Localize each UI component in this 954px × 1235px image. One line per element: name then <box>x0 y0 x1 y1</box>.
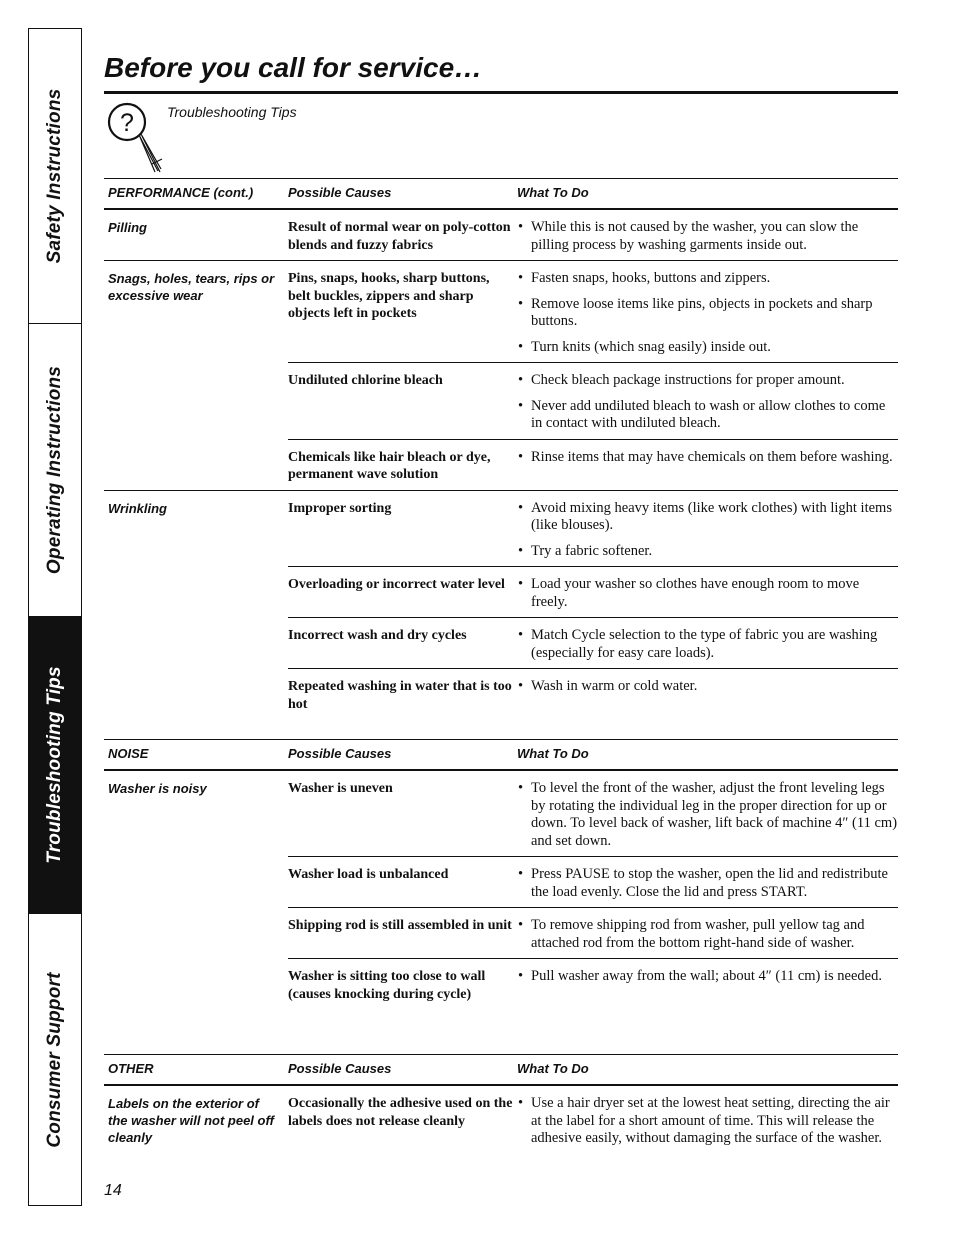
cause-text: Overloading or incorrect water level <box>288 577 505 592</box>
todo-item: • To level the front of the washer, adjust the front leveling legs by rotating the individual leg in the proper direction for up or down. To level back of washer, lift back of machine 4″ (11 cm) and set down. <box>517 780 898 850</box>
cause-row <box>288 1086 898 1154</box>
section-noise <box>104 739 898 1009</box>
tab-safety-instructions[interactable] <box>29 29 81 323</box>
problem-label: Washer is noisy <box>108 781 207 796</box>
todo-item: • Avoid mixing heavy items (like work clothes) with light items (like blouses). <box>517 500 898 535</box>
todo-item: • Rinse items that may have chemicals on them before washing. <box>517 449 898 467</box>
tab-operating-instructions[interactable] <box>29 323 81 616</box>
tab-label: Safety Instructions <box>44 88 65 264</box>
tab-troubleshooting-tips[interactable] <box>29 616 81 913</box>
todo-item: • Never add undiluted bleach to wash or allow clothes to come in contact with undiluted bleach. <box>517 398 898 433</box>
problem-label: Labels on the exterior of the washer will not peel off cleanly <box>108 1096 274 1145</box>
cause-text: Result of normal wear on poly-cotton blends and fuzzy fabrics <box>288 220 511 253</box>
section-other <box>104 1054 898 1154</box>
cause-row <box>288 261 898 362</box>
cause-text: Shipping rod is still assembled in unit <box>288 918 512 933</box>
todo-item: • Turn knits (which snag easily) inside out. <box>517 339 898 357</box>
column-header-causes: Possible Causes <box>288 185 392 200</box>
tab-label: Operating Instructions <box>44 365 65 575</box>
cause-row <box>288 907 898 958</box>
problem-labels <box>104 1086 898 1154</box>
todo-item: • Press PAUSE to stop the washer, open the lid and redistribute the load evenly. Close the lid and press START. <box>517 866 898 901</box>
todo-item: • Match Cycle selection to the type of fabric you are washing (especially for easy care loads). <box>517 627 898 662</box>
page-number: 14 <box>104 1182 122 1199</box>
section-header <box>104 178 898 210</box>
todo-item: • While this is not caused by the washer, you can slow the pilling process by washing garments inside out. <box>517 219 898 254</box>
cause-row <box>288 566 898 617</box>
cause-text: Repeated washing in water that is too hot <box>288 679 512 712</box>
section-subtitle: Troubleshooting Tips <box>167 104 297 120</box>
cause-row <box>288 958 898 1009</box>
todo-item: • Load your washer so clothes have enough room to move freely. <box>517 576 898 611</box>
cause-text: Washer is sitting too close to wall (causes knocking during cycle) <box>288 969 486 1002</box>
cause-row <box>288 856 898 907</box>
cause-text: Pins, snaps, hooks, sharp buttons, belt buckles, zippers and sharp objects left in pockets <box>288 271 490 321</box>
cause-text: Improper sorting <box>288 500 392 516</box>
cause-text: Occasionally the adhesive used on the labels does not release cleanly <box>288 1096 513 1129</box>
todo-item: • Try a fabric softener. <box>517 543 898 561</box>
todo-item: • Wash in warm or cold water. <box>517 678 898 696</box>
column-header-causes: Possible Causes <box>288 1061 392 1076</box>
problem-label: Wrinkling <box>108 500 167 516</box>
cause-row <box>288 668 898 719</box>
tab-label: Troubleshooting Tips <box>44 666 65 864</box>
tab-label: Consumer Support <box>44 971 65 1148</box>
question-mark-magnifier-icon <box>106 101 166 177</box>
cause-row <box>288 617 898 668</box>
cause-row <box>288 362 898 439</box>
problem-wrinkling <box>104 491 898 720</box>
section-heading: OTHER <box>108 1061 154 1076</box>
section-performance <box>104 178 898 719</box>
column-header-todo: What To Do <box>517 185 589 200</box>
todo-item: • Pull washer away from the wall; about 4″ (11 cm) is needed. <box>517 968 898 986</box>
cause-text: Washer is uneven <box>288 781 393 796</box>
todo-item: • Fasten snaps, hooks, buttons and zippers. <box>517 270 898 288</box>
cause-row <box>288 491 898 567</box>
cause-row <box>288 210 898 260</box>
problem-washer-noisy <box>104 771 898 1009</box>
todo-item: • Use a hair dryer set at the lowest heat setting, directing the air at the label for a short amount of time. This will release the adhesive easily, without damaging the surface of the washer. <box>517 1095 898 1148</box>
title-divider <box>104 91 898 94</box>
cause-text: Incorrect wash and dry cycles <box>288 628 467 643</box>
section-header <box>104 1054 898 1086</box>
column-header-todo: What To Do <box>517 746 589 761</box>
cause-text: Chemicals like hair bleach or dye, permanent wave solution <box>288 449 491 482</box>
todo-item: • Check bleach package instructions for proper amount. <box>517 372 898 390</box>
problem-label: Pilling <box>108 220 147 235</box>
section-heading: NOISE <box>108 746 149 761</box>
page-title: Before you call for service… <box>104 52 483 83</box>
cause-row <box>288 439 898 490</box>
section-heading: PERFORMANCE (cont.) <box>108 185 254 200</box>
side-tab-strip <box>28 28 82 1206</box>
cause-row <box>288 771 898 856</box>
todo-item: • To remove shipping rod from washer, pull yellow tag and attached rod from the bottom right-hand side of washer. <box>517 917 898 952</box>
cause-text: Undiluted chlorine bleach <box>288 373 443 388</box>
problem-snags <box>104 261 898 491</box>
svg-text:?: ? <box>120 109 134 137</box>
problem-pilling <box>104 210 898 261</box>
todo-item: • Remove loose items like pins, objects in pockets and sharp buttons. <box>517 296 898 331</box>
problem-label: Snags, holes, tears, rips or excessive wear <box>108 271 275 303</box>
tab-consumer-support[interactable] <box>29 913 81 1205</box>
cause-text: Washer load is unbalanced <box>288 867 449 882</box>
column-header-causes: Possible Causes <box>288 746 392 761</box>
section-header <box>104 739 898 771</box>
column-header-todo: What To Do <box>517 1061 589 1076</box>
